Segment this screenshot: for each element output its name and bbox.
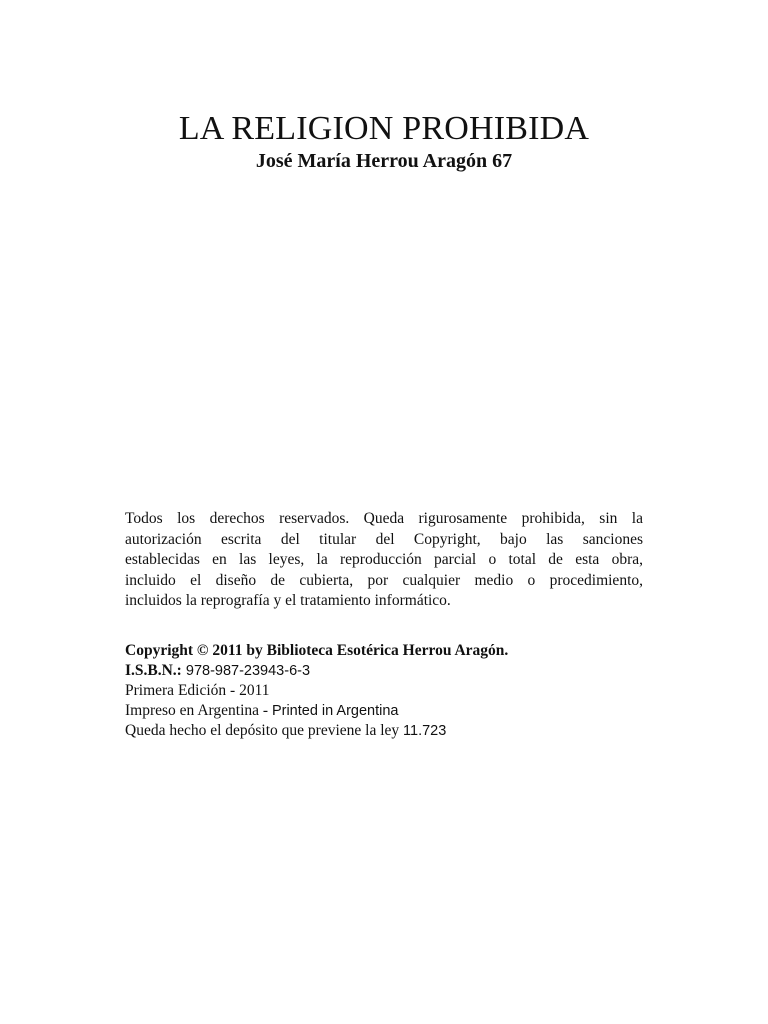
printed-line [125,701,685,722]
isbn-value: 978-987-23943-6-3 [181,662,311,679]
author-line: José María Herrou Aragón 67 [255,150,513,172]
deposit-law: 11.723 [403,723,447,739]
rights-line: establecidas en las leyes, la reproducción parcial o total de esta obra, [125,551,643,568]
copyright-line: Copyright © 2011 by Biblioteca Esotérica Herrou Aragón. [125,642,509,659]
rights-line: incluidos la reprografía y el tratamiento informático. [125,592,451,609]
isbn-label: I.S.B.N.: [125,661,182,679]
printed-prefix: Impreso en Argentina - [125,701,272,719]
deposit-line [125,721,685,742]
credits-block [125,641,685,742]
rights-line: incluido el diseño de cubierta, por cualquier medio o procedimiento, [125,571,643,589]
edition-line: Primera Edición - 2011 [125,682,270,699]
deposit-prefix: Queda hecho el depósito que previene la ley [125,722,404,739]
isbn-line [125,661,685,682]
printed-suffix: Printed in Argentina [271,702,399,719]
rights-line: autorización escrita del titular del Copyright, bajo las sanciones [125,530,643,548]
book-title: LA RELIGION PROHIBIDA [178,110,590,147]
rights-notice [125,509,643,612]
rights-line: Todos los derechos reservados. Queda rigurosamente prohibida, sin la [125,510,643,527]
